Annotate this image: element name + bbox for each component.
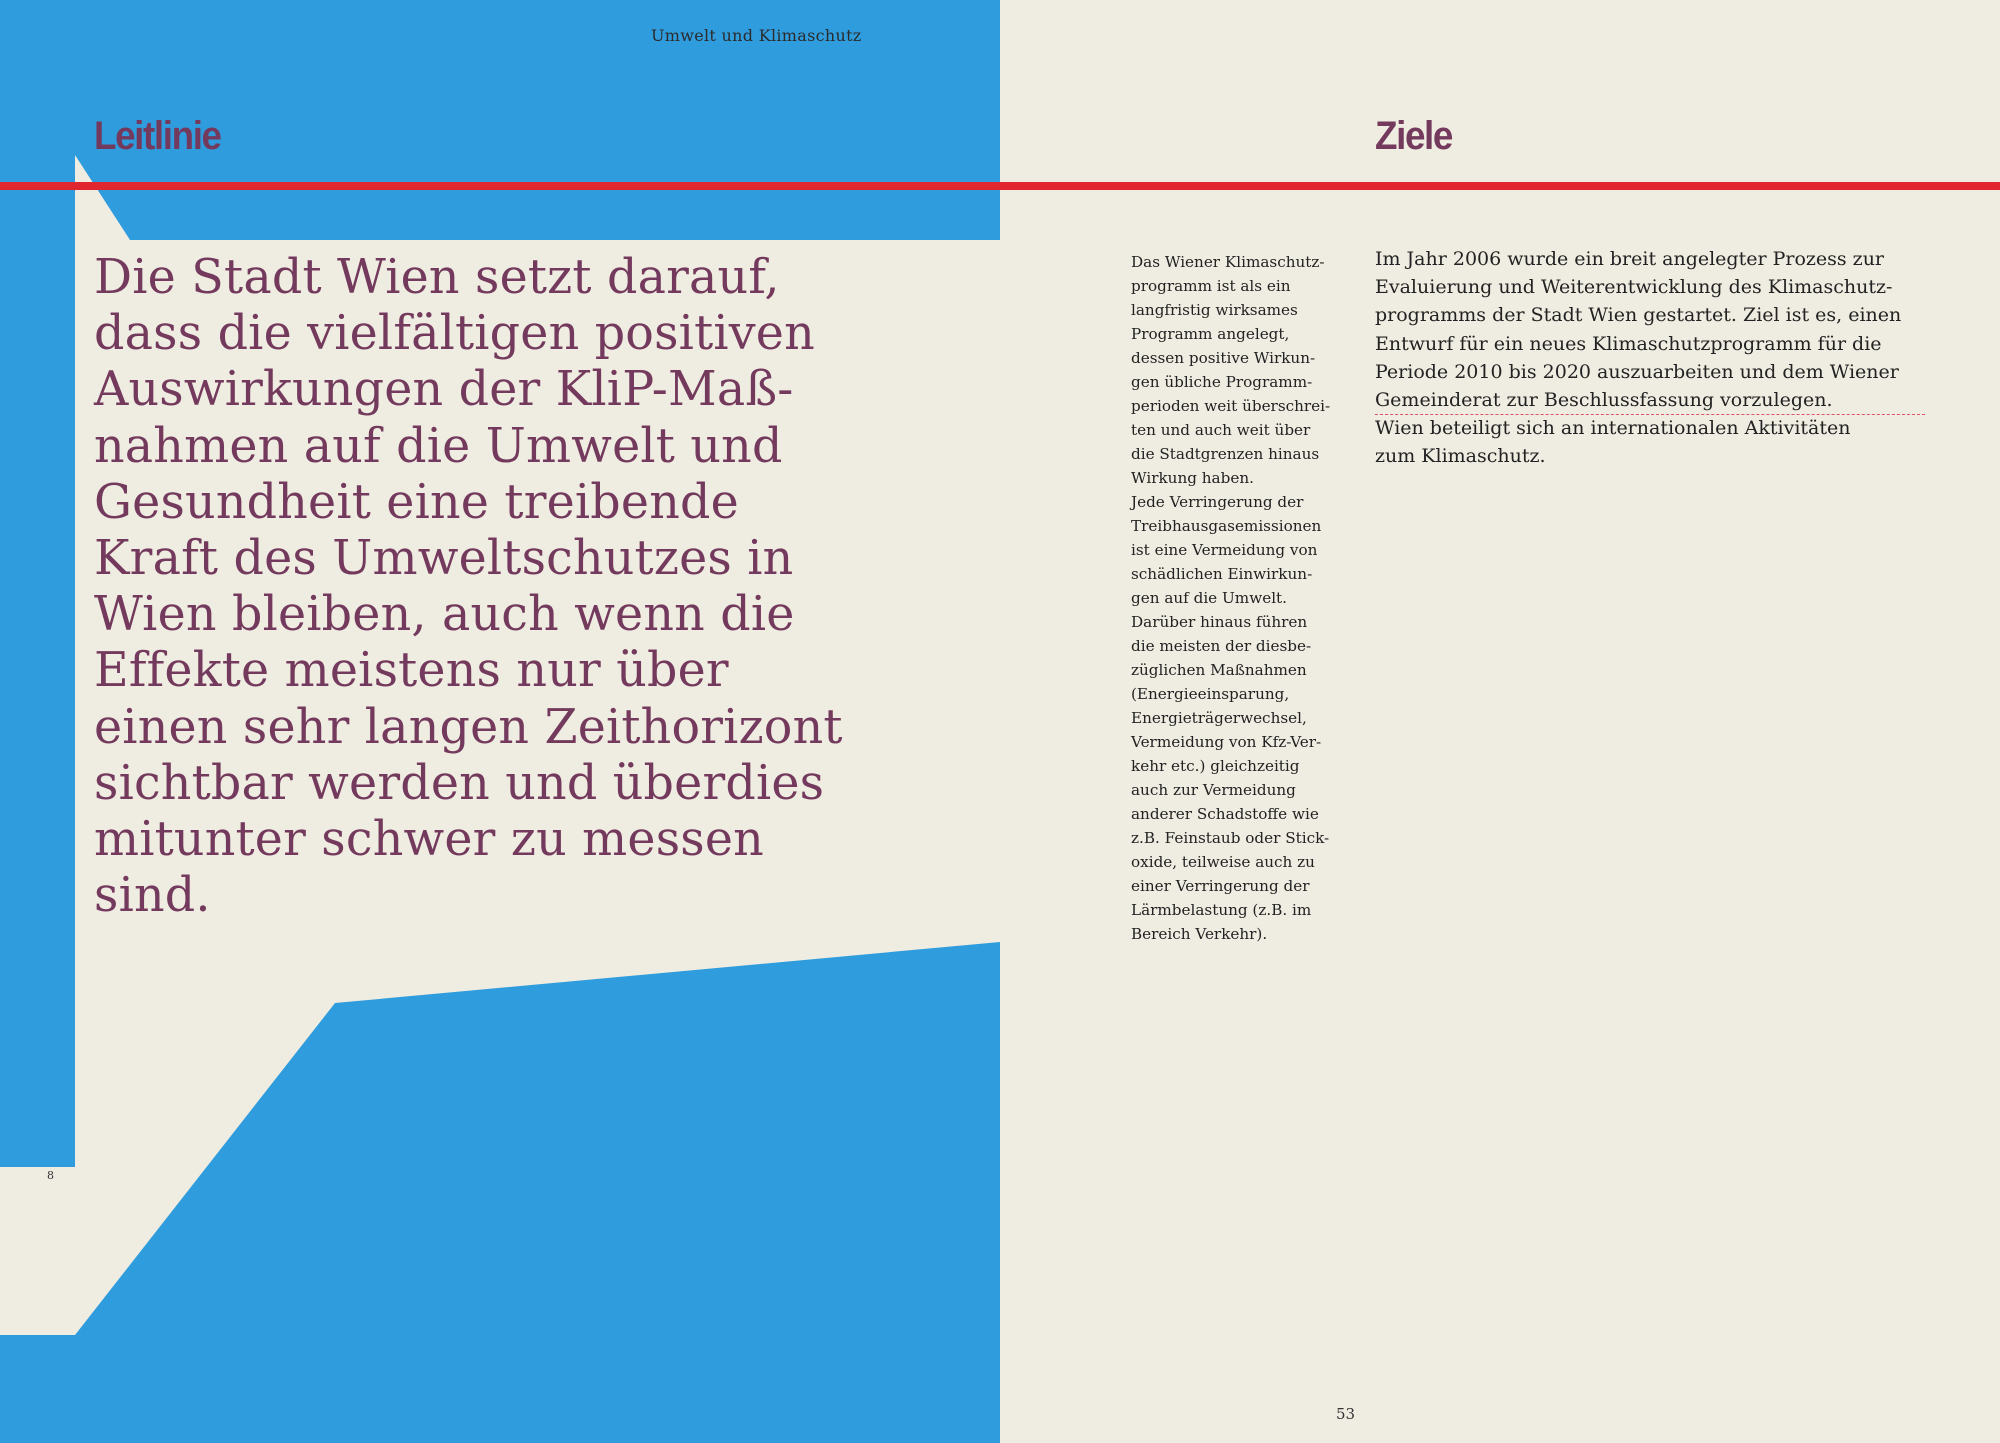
heading-ziele: Ziele <box>1375 114 1452 158</box>
dashed-separator <box>1375 414 1925 415</box>
heading-leitlinie: Leitlinie <box>94 114 221 158</box>
running-head: Umwelt und Klimaschutz <box>651 26 862 45</box>
page-number-right: 53 <box>1336 1405 1356 1423</box>
page-number-left: 8 <box>47 1169 54 1182</box>
red-divider-rule <box>0 182 2000 190</box>
leitlinie-statement: Die Stadt Wien setzt darauf, dass die vielfältigen positiven Auswirkungen der KliP-Maß- nahmen auf die Umwelt und Gesundheit eine treibende Kraft des Umweltschutzes in Wien bleiben, auch wenn die Effekte meistens nur über einen sehr langen Zeithorizont sichtbar werden und überdies mitunter schwer zu messen sind. <box>94 250 843 924</box>
main-paragraph-1: Im Jahr 2006 wurde ein breit angelegter Prozess zur Evaluierung und Weiterentwicklung des Klimaschutz- programms der Stadt Wien gestartet. Ziel ist es, einen Entwurf für ein neues Klimaschutzprogramm für die Periode 2010 bis 2020 auszuarbeiten und dem Wiener Gemeinderat zur Beschlussfassung vorzulegen. <box>1375 248 1902 412</box>
main-column-text <box>1375 245 1965 471</box>
main-paragraph-2: Wien beteiligt sich an internationalen Aktivitäten zum Klimaschutz. <box>1375 417 1851 468</box>
page-tab <box>0 1167 75 1335</box>
side-column-text: Das Wiener Klimaschutz- programm ist als ein langfristig wirksames Programm angelegt, dessen positive Wirkun- gen übliche Programm- perioden weit überschrei- ten und auch weit über die Stadtgrenzen hinaus Wirkung haben. Jede Verringerung der Treibhausgasemissionen ist eine Vermeidung von schädlichen Einwirkun- gen auf die Umwelt. Darüber hinaus führen die meisten der diesbe- züglichen Maßnahmen (Energieeinsparung, Energieträgerwechsel, Vermeidung von Kfz-Ver- kehr etc.) gleichzeitig auch zur Vermeidung anderer Schadstoffe wie z.B. Feinstaub oder Stick- oxide, teilweise auch zu einer Verringerung der Lärmbelastung (z.B. im Bereich Verkehr). <box>1131 253 1331 943</box>
